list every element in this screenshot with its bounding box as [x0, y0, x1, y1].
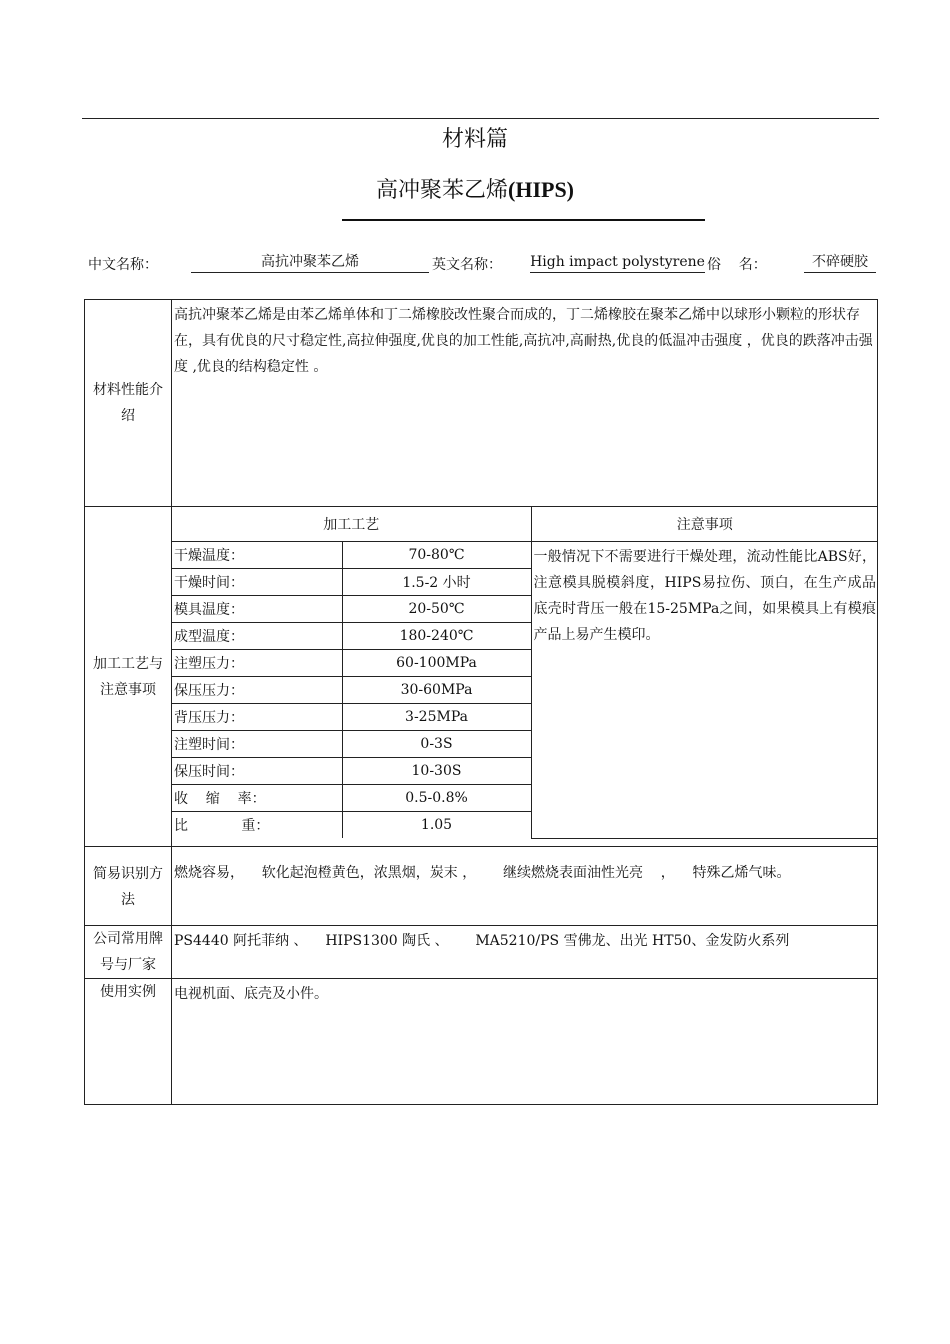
param-value: 70-80℃ [342, 542, 531, 569]
param-value: 0.5-0.8% [342, 785, 531, 812]
section-title: 材料篇 [441, 127, 508, 152]
title-cn: 高冲聚苯乙烯 [375, 178, 508, 203]
param-name: 成型温度： [172, 623, 342, 650]
param-name: 背压压力： [172, 704, 342, 731]
performance-row [85, 300, 878, 507]
param-name: 保压压力： [172, 677, 342, 704]
process-table [172, 507, 878, 839]
process-header: 加工工艺 [172, 507, 531, 542]
identification-text: 燃烧容易， 软化起泡橙黄色，浓黑烟，炭末 ， 继续燃烧表面油性光亮 ， 特殊乙烯气味。 [174, 865, 791, 881]
identification-cell [172, 847, 878, 926]
param-value: 3-25MPa [342, 704, 531, 731]
identification-label: 简易识别方法 [85, 847, 172, 926]
param-name: 模具温度： [172, 596, 342, 623]
param-name: 干燥温度： [172, 542, 342, 569]
param-name: 保压时间： [172, 758, 342, 785]
performance-label: 材料性能介绍 [85, 300, 172, 507]
param-value: 30-60MPa [342, 677, 531, 704]
material-table [84, 299, 878, 1105]
top-rule [82, 118, 879, 119]
param-value: 0-3S [342, 731, 531, 758]
param-value: 20-50℃ [342, 596, 531, 623]
usage-cell [172, 979, 878, 1105]
param-value: 180-240℃ [342, 623, 531, 650]
alias-label: 俗 名： [707, 257, 767, 273]
en-name-value: High impact polystyrene [530, 252, 705, 273]
performance-text: 高抗冲聚苯乙烯是由苯乙烯单体和丁二烯橡胶改性聚合而成的，丁二烯橡胶在聚苯乙烯中以球形小颗粒的形状存在，具有优良的尺寸稳定性,高拉伸强度,优良的加工性能,高抗冲,高耐热,优良的低温冲击强度 ，优良的跌落冲击强度 ,优良的结构稳定性 。 [174, 307, 873, 375]
param-value: 1.05 [342, 812, 531, 839]
process-param-row [172, 542, 878, 569]
process-label: 加工工艺与注意事项 [85, 507, 172, 847]
title-abbr: (HIPS) [508, 177, 574, 202]
notes-header: 注意事项 [531, 507, 878, 542]
usage-label: 使用实例 [85, 979, 172, 1105]
usage-text: 电视机面、底壳及小件。 [174, 986, 328, 1002]
page-title [0, 173, 950, 204]
identification-row [85, 847, 878, 926]
brands-cell [172, 926, 878, 979]
title-underline [342, 219, 705, 221]
param-value: 1.5-2 小时 [342, 569, 531, 596]
cn-name-label: 中文名称： [88, 257, 158, 273]
en-name-label: 英文名称： [432, 257, 502, 273]
process-row [85, 507, 878, 847]
brands-row [85, 926, 878, 979]
param-name: 比 重： [172, 812, 342, 839]
cn-name-value: 高抗冲聚苯乙烯 [191, 252, 429, 273]
process-notes: 一般情况下不需要进行干燥处理，流动性能比ABS好，注意模具脱模斜度，HIPS易拉伤、顶白，在生产成品底壳时背压一般在15-25MPa之间，如果模具上有模痕产品上易产生模印。 [531, 542, 878, 839]
param-name: 收 缩 率： [172, 785, 342, 812]
param-name: 注塑时间： [172, 731, 342, 758]
brands-label: 公司常用牌号与厂家 [85, 926, 172, 979]
process-cell [172, 507, 878, 847]
alias-value: 不碎硬胶 [804, 252, 876, 273]
brands-text: PS4440 阿托菲纳 、 HIPS1300 陶氏 、 MA5210/PS 雪佛龙、出光 HT50、金发防火系列 [174, 933, 790, 949]
param-name: 干燥时间： [172, 569, 342, 596]
usage-row [85, 979, 878, 1105]
param-name: 注塑压力： [172, 650, 342, 677]
param-value: 60-100MPa [342, 650, 531, 677]
param-value: 10-30S [342, 758, 531, 785]
performance-cell [172, 300, 878, 507]
